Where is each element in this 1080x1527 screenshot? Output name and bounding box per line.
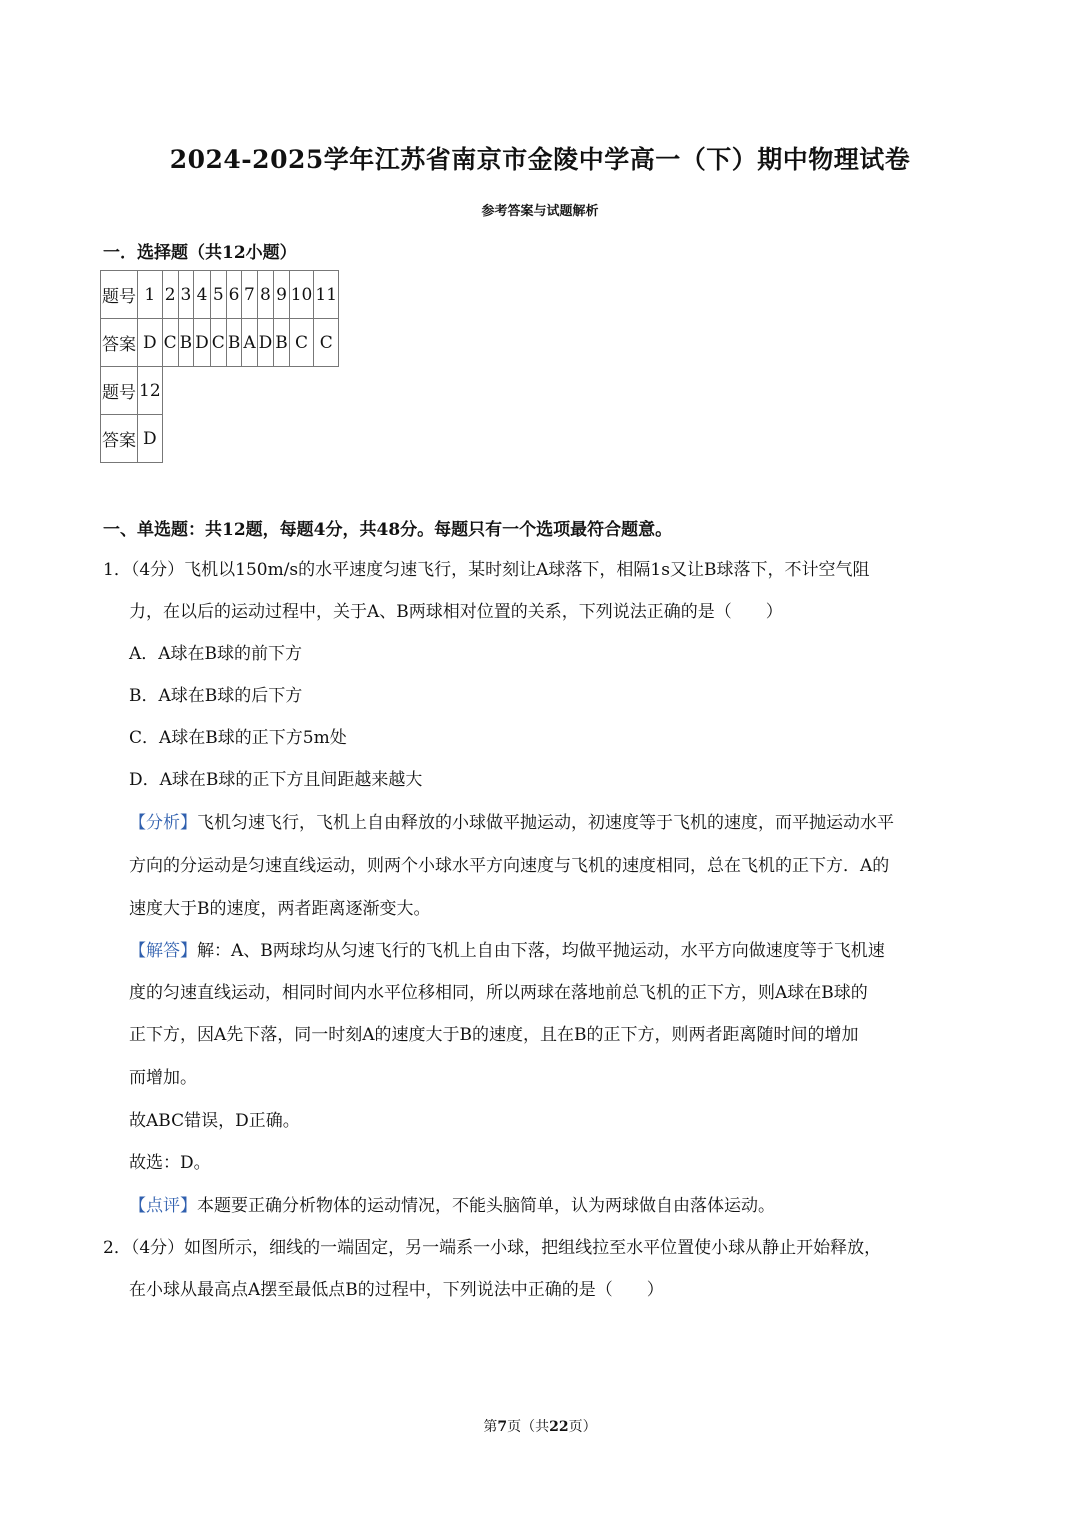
answer-text: 故ABC错误，D正确。 bbox=[129, 1111, 300, 1131]
analysis-tag: 【分析】 bbox=[129, 813, 197, 833]
question-1-answer bbox=[129, 930, 885, 972]
table-cell: 5 bbox=[210, 271, 226, 319]
answer-tag: 【解答】 bbox=[129, 941, 197, 961]
review-tag: 【点评】 bbox=[129, 1196, 197, 1216]
question-1-option-b: B．A球在B球的后下方 bbox=[129, 686, 303, 706]
table-cell: C bbox=[162, 319, 178, 367]
table-cell: 12 bbox=[138, 367, 163, 415]
table-blank bbox=[162, 367, 338, 415]
question-1-option-d: D．A球在B球的正下方且间距越来越大 bbox=[129, 770, 423, 790]
footer-prefix: 第 bbox=[483, 1419, 498, 1435]
document-subtitle: 参考答案与试题解析 bbox=[481, 204, 599, 219]
table-cell: 11 bbox=[314, 271, 339, 319]
table-row bbox=[101, 319, 339, 367]
table-cell: D bbox=[138, 319, 163, 367]
question-1-analysis bbox=[129, 802, 894, 844]
table-cell: C bbox=[314, 319, 339, 367]
table-cell: 4 bbox=[194, 271, 211, 319]
footer-page-number: 7 bbox=[497, 1419, 508, 1435]
answer-text: 而增加。 bbox=[129, 1068, 197, 1088]
analysis-text: 速度大于B的速度，两者距离逐渐变大。 bbox=[129, 899, 431, 919]
table-cell: 题号 bbox=[101, 271, 138, 319]
question-2-line-1: 2．（4分）如图所示，细线的一端固定，另一端系一小球，把组线拉至水平位置使小球从静止开始释放， bbox=[103, 1238, 882, 1258]
answer-text: 故选：D。 bbox=[129, 1153, 211, 1173]
analysis-text: 方向的分运动是匀速直线运动，则两个小球水平方向速度与飞机的速度相同，总在飞机的正下方．A的 bbox=[129, 856, 890, 876]
table-row bbox=[101, 415, 339, 463]
answer-table bbox=[100, 270, 339, 463]
table-cell: B bbox=[274, 319, 290, 367]
table-blank bbox=[162, 415, 338, 463]
table-cell: D bbox=[257, 319, 274, 367]
question-1-option-c: C．A球在B球的正下方5m处 bbox=[129, 728, 347, 748]
table-cell: 1 bbox=[138, 271, 163, 319]
table-cell: 答案 bbox=[101, 319, 138, 367]
question-1-line-2: 力，在以后的运动过程中，关于A、B两球相对位置的关系，下列说法正确的是（ ） bbox=[129, 602, 783, 622]
footer-total-pages: 22 bbox=[549, 1419, 569, 1435]
analysis-text: 飞机匀速飞行，飞机上自由释放的小球做平抛运动，初速度等于飞机的速度，而平抛运动水平 bbox=[197, 813, 894, 833]
answer-text: 正下方，因A先下落，同一时刻A的速度大于B的速度，且在B的正下方，则两者距离随时间的增加 bbox=[129, 1025, 859, 1045]
table-cell: 答案 bbox=[101, 415, 138, 463]
document-title: 2024-2025学年江苏省南京市金陵中学高一（下）期中物理试卷 bbox=[169, 145, 911, 174]
page-footer bbox=[0, 1416, 1080, 1436]
table-row bbox=[101, 271, 339, 319]
review-text: 本题要正确分析物体的运动情况，不能头脑简单，认为两球做自由落体运动。 bbox=[197, 1196, 775, 1216]
table-cell: 8 bbox=[257, 271, 274, 319]
question-1-option-a: A．A球在B球的前下方 bbox=[129, 644, 303, 664]
question-1-line-1: 1．（4分）飞机以150m/s的水平速度匀速飞行，某时刻让A球落下，相隔1s又让B球落下，不计空气阻 bbox=[103, 560, 870, 580]
table-cell: A bbox=[242, 319, 257, 367]
table-cell: 9 bbox=[274, 271, 290, 319]
footer-middle: 页（共 bbox=[507, 1419, 550, 1435]
table-row bbox=[101, 367, 339, 415]
table-cell: 7 bbox=[242, 271, 257, 319]
table-cell: C bbox=[210, 319, 226, 367]
table-cell: 6 bbox=[226, 271, 242, 319]
answer-text: 度的匀速直线运动，相同时间内水平位移相同，所以两球在落地前总飞机的正下方，则A球在B球的 bbox=[129, 983, 868, 1003]
section-heading-single-choice: 一、单选题：共12题，每题4分，共48分。每题只有一个选项最符合题意。 bbox=[103, 520, 673, 540]
footer-suffix: 页） bbox=[568, 1419, 597, 1435]
section-heading-choice: 一．选择题（共12小题） bbox=[103, 243, 297, 263]
table-cell: 10 bbox=[289, 271, 314, 319]
table-cell: 3 bbox=[178, 271, 194, 319]
answer-text: 解：A、B两球均从匀速飞行的飞机上自由下落，均做平抛运动，水平方向做速度等于飞机速 bbox=[197, 941, 885, 961]
table-cell: 2 bbox=[162, 271, 178, 319]
table-cell: B bbox=[178, 319, 194, 367]
table-cell: D bbox=[138, 415, 163, 463]
table-cell: B bbox=[226, 319, 242, 367]
question-1-review bbox=[129, 1185, 775, 1227]
question-2-line-2: 在小球从最高点A摆至最低点B的过程中，下列说法中正确的是（ ） bbox=[129, 1280, 664, 1300]
table-cell: D bbox=[194, 319, 211, 367]
table-cell: C bbox=[289, 319, 314, 367]
table-cell: 题号 bbox=[101, 367, 138, 415]
